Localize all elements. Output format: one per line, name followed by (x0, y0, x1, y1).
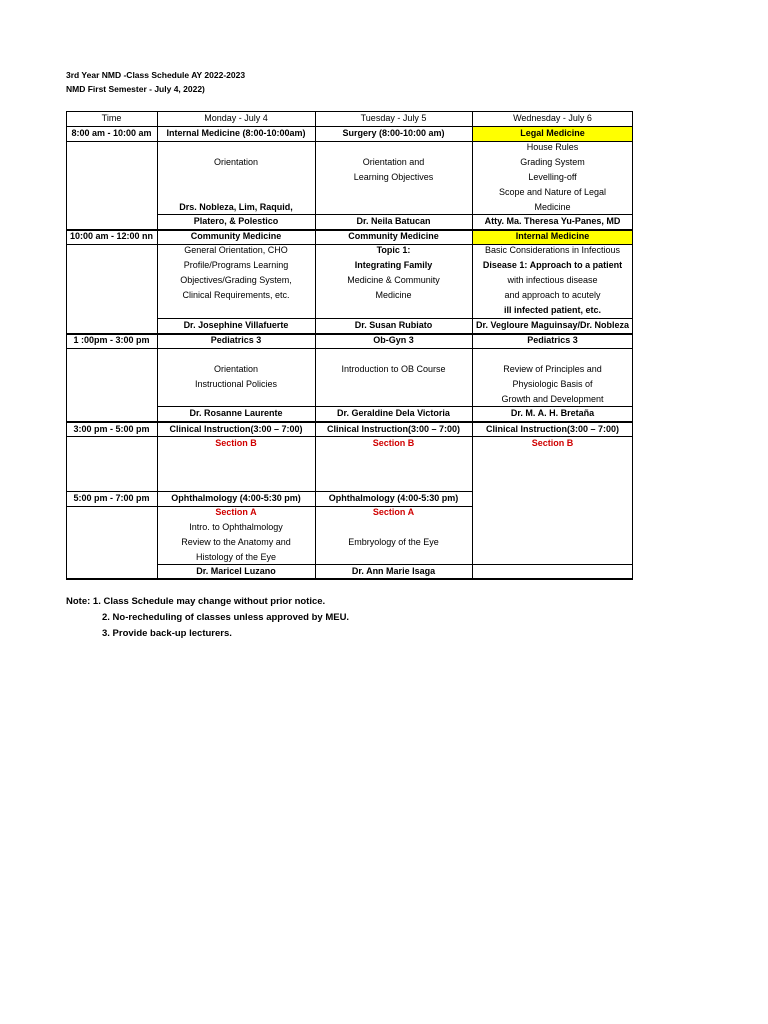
subject-heading: Internal Medicine (8:00-10:00am) (166, 128, 306, 138)
class-topic: Review of Principles and (503, 364, 602, 374)
subject-heading: Internal Medicine (515, 231, 590, 241)
class-topic: Introduction to OB Course (341, 364, 446, 374)
class-topic: Instructional Policies (194, 379, 278, 389)
lecturer-name: Dr. Ann Marie Isaga (351, 566, 436, 576)
class-topic: Orientation (213, 157, 259, 167)
time-slot-3pm: 3:00 pm - 5:00 pm (73, 424, 150, 434)
lecturer-name: Dr. M. A. H. Bretaña (510, 408, 595, 418)
lecturer-name: Atty. Ma. Theresa Yu-Panes, MD (484, 216, 621, 226)
subject-heading: Community Medicine (348, 231, 439, 241)
class-topic: Physiologic Basis of (512, 379, 593, 389)
grid-line (157, 564, 633, 565)
grid-line (157, 214, 633, 215)
lecturer-name: Dr. Maricel Luzano (196, 566, 276, 576)
section-label: Section A (215, 507, 257, 517)
class-topic: Medicine (534, 202, 571, 212)
column-header-day-1: Monday - July 4 (204, 113, 268, 123)
schedule-header-title: 3rd Year NMD -Class Schedule AY 2022-2023 (66, 70, 246, 80)
class-topic: Orientation and (362, 157, 425, 167)
class-topic: House Rules (526, 142, 579, 152)
class-topic: Learning Objectives (353, 172, 434, 182)
grid-line (66, 141, 633, 142)
subject-heading: Clinical Instruction(3:00 – 7:00) (169, 424, 303, 434)
grid-line (66, 506, 472, 507)
time-slot-5pm: 5:00 pm - 7:00 pm (73, 493, 150, 503)
class-topic: ill infected patient, etc. (503, 305, 602, 315)
column-header-time: Time (101, 113, 122, 123)
class-topic: Embryology of the Eye (348, 537, 439, 547)
time-slot-10am: 10:00 am - 12:00 nn (69, 231, 154, 241)
grid-line (66, 348, 633, 349)
grid-line (157, 406, 633, 407)
grid-line (66, 436, 633, 437)
note-3: 3. Provide back-up lecturers. (102, 628, 232, 639)
class-topic: with infectious disease (507, 275, 598, 285)
class-topic: Grading System (520, 157, 585, 167)
subject-heading: Ob-Gyn 3 (373, 335, 414, 345)
subject-heading: Clinical Instruction(3:00 – 7:00) (485, 424, 620, 434)
class-topic: Medicine (375, 290, 412, 300)
grid-line (66, 111, 67, 580)
class-topic: General Orientation, CHO (184, 245, 288, 255)
lecturer-name: Dr. Josephine Villafuerte (183, 320, 289, 330)
class-topic: Growth and Development (501, 394, 604, 404)
class-topic: Topic 1: (376, 245, 411, 255)
class-topic: Histology of the Eye (195, 552, 277, 562)
schedule-table (66, 111, 633, 580)
lecturer-name: Dr. Neila Batucan (356, 216, 431, 226)
time-slot-8am: 8:00 am - 10:00 am (71, 128, 152, 138)
class-topic: Basic Considerations in Infectious (484, 245, 621, 255)
grid-line (315, 111, 316, 580)
column-header-day-3: Wednesday - July 6 (513, 113, 592, 123)
subject-heading: Ophthalmology (4:00-5:30 pm) (171, 493, 301, 503)
note-1: Note: 1. Class Schedule may change without prior notice. (66, 596, 326, 607)
time-slot-1pm: 1 :00pm - 3:00 pm (73, 335, 150, 345)
grid-line (66, 229, 633, 231)
subject-heading: Legal Medicine (520, 128, 585, 138)
class-topic: Levelling-off (528, 172, 577, 182)
subject-heading: Pediatrics 3 (527, 335, 578, 345)
class-topic: Objectives/Grading System, (180, 275, 292, 285)
class-lecturers: Drs. Nobleza, Lim, Raquid, (179, 202, 293, 212)
subject-heading: Pediatrics 3 (210, 335, 262, 345)
section-label: Section B (531, 438, 574, 448)
class-topic: Medicine & Community (347, 275, 440, 285)
class-topic: Intro. to Ophthalmology (189, 522, 283, 532)
grid-line (157, 111, 158, 580)
subject-heading: Ophthalmology (4:00-5:30 pm) (328, 493, 459, 503)
lecturer-name: Platero, & Polestico (193, 216, 279, 226)
column-header-day-2: Tuesday - July 5 (360, 113, 427, 123)
lecturer-name: Dr. Geraldine Dela Victoria (337, 408, 450, 418)
section-label: Section B (372, 438, 415, 448)
class-topic: Clinical Requirements, etc. (182, 290, 290, 300)
grid-line (66, 244, 633, 245)
class-topic: Orientation (213, 364, 259, 374)
section-label: Section A (372, 507, 415, 517)
notes (66, 594, 349, 642)
class-topic: Review to the Anatomy and (181, 537, 291, 547)
class-topic: Disease 1: Approach to a patient (482, 260, 623, 270)
class-topic: Scope and Nature of Legal (498, 187, 607, 197)
grid-line (66, 491, 472, 492)
subject-heading: Clinical Instruction(3:00 – 7:00) (326, 424, 461, 434)
grid-line (632, 111, 633, 580)
grid-line (472, 111, 473, 580)
class-topic: Integrating Family (354, 260, 433, 270)
note-2: 2. No-recheduling of classes unless approved by MEU. (102, 612, 350, 623)
subject-heading: Surgery (8:00-10:00 am) (342, 128, 445, 138)
lecturer-name: Dr. Rosanne Laurente (189, 408, 283, 418)
schedule-header-subtitle: NMD First Semester - July 4, 2022) (66, 84, 205, 94)
lecturer-name: Dr. Susan Rubiato (354, 320, 433, 330)
grid-line (66, 421, 633, 423)
class-topic: Profile/Programs Learning (183, 260, 289, 270)
grid-line (66, 333, 633, 335)
section-label: Section B (215, 438, 257, 448)
grid-line (66, 578, 633, 580)
grid-line (66, 111, 633, 112)
grid-line (157, 318, 633, 319)
lecturer-name: Dr. Vegloure Maguinsay/Dr. Nobleza (475, 320, 630, 330)
grid-line (66, 126, 633, 127)
subject-heading: Community Medicine (190, 231, 282, 241)
class-topic: and approach to acutely (504, 290, 601, 300)
